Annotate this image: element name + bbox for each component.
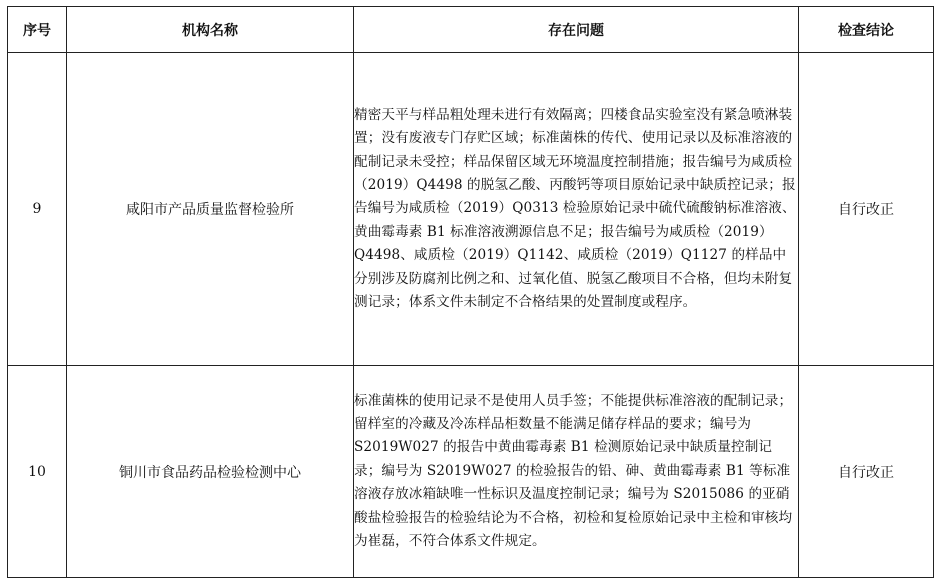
inspection-conclusion: 自行改正 bbox=[799, 366, 934, 578]
inspection-results-table bbox=[7, 6, 934, 578]
inspection-conclusion: 自行改正 bbox=[799, 53, 934, 366]
row-number: 9 bbox=[8, 53, 67, 366]
table-body bbox=[8, 53, 934, 578]
institution-name: 咸阳市产品质量监督检验所 bbox=[67, 53, 354, 366]
table-row bbox=[8, 366, 934, 578]
header-no: 序号 bbox=[8, 7, 67, 53]
header-row bbox=[8, 7, 934, 53]
header-conclusion: 检查结论 bbox=[799, 7, 934, 53]
header-institution-name: 机构名称 bbox=[67, 7, 354, 53]
institution-name: 铜川市食品药品检验检测中心 bbox=[67, 366, 354, 578]
header-issues: 存在问题 bbox=[354, 7, 799, 53]
table-row bbox=[8, 53, 934, 366]
table-header bbox=[8, 7, 934, 53]
row-number: 10 bbox=[8, 366, 67, 578]
issues-text: 标准菌株的使用记录不是使用人员手签；不能提供标准溶液的配制记录；留样室的冷藏及冷冻样品柜数量不能满足储存样品的要求；编号为 S2019W027 的报告中黄曲霉毒素 B1 检测原始记录中缺质量控制记录；编号为 S2019W027 的检验报告的铅、砷、黄曲霉毒素 B1 等标准溶液存放冰箱缺唯一性标识及温度控制记录；编号为 S2015086 的亚硝酸盐检验报告的检验结论为不合格，初检和复检原始记录中主检和审核均为崔磊，不符合体系文件规定。 bbox=[354, 366, 799, 578]
issues-text: 精密天平与样品粗处理未进行有效隔离；四楼食品实验室没有紧急喷淋装置；没有废液专门存贮区域；标准菌株的传代、使用记录以及标准溶液的配制记录未受控；样品保留区域无环境温度控制措施；报告编号为咸质检（2019）Q4498 的脱氢乙酸、丙酸钙等项目原始记录中缺质控记录；报告编号为咸质检（2019）Q0313 检验原始记录中硫代硫酸钠标准溶液、黄曲霉毒素 B1 标准溶液溯源信息不足；报告编号为咸质检（2019）Q4498、咸质检（2019）Q1142、咸质检（2019）Q1127 的样品中分别涉及防腐剂比例之和、过氧化值、脱氢乙酸项目不合格，但均未附复测记录；体系文件未制定不合格结果的处置制度或程序。 bbox=[354, 53, 799, 366]
